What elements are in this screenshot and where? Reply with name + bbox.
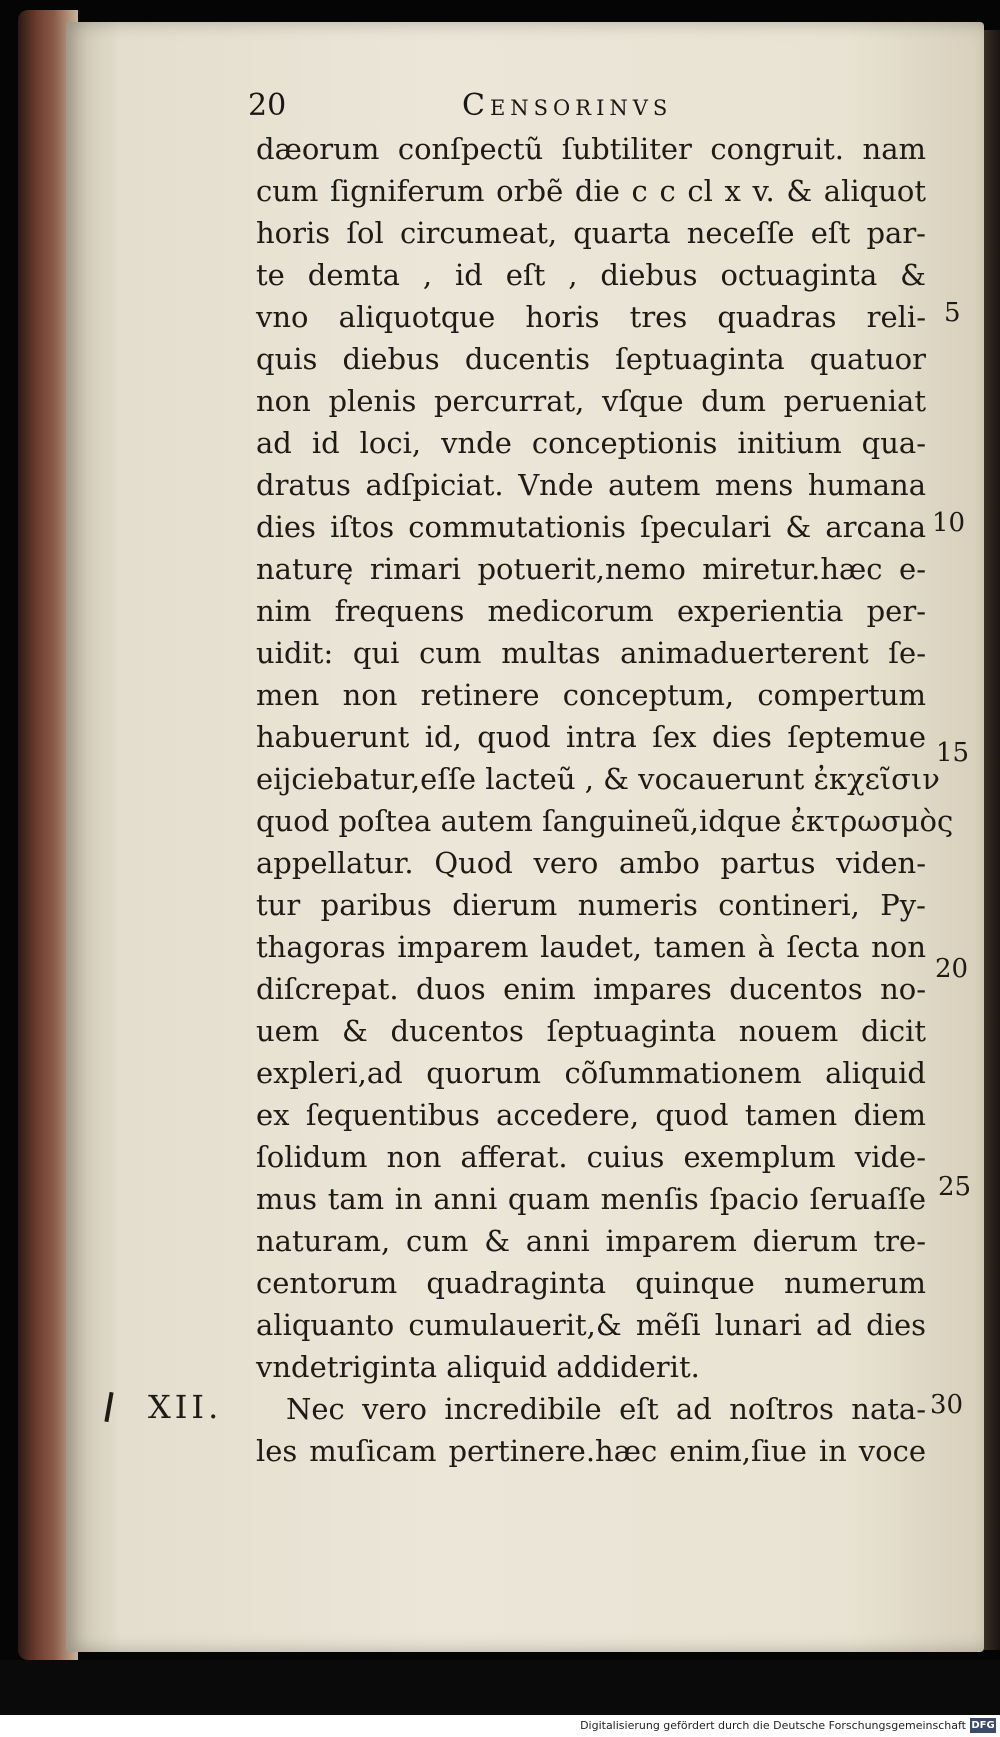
text-line: mus tam in anni quam menſis ſpacio ſeruaſſe	[256, 1182, 926, 1216]
dfg-logo: DFG	[971, 1720, 995, 1731]
chapter-number: XII.	[148, 1388, 223, 1426]
chapter-first-line: Nec vero incredibile eſt ad noſtros nata-	[286, 1392, 926, 1426]
text-line: expleri,ad quorum cõſummationem aliquid	[256, 1056, 926, 1090]
text-line: eijciebatur,eſſe lacteũ , & vocauerunt ἐκχεῖσιν	[256, 762, 940, 796]
text-line: cum ſigniferum orbẽ die c c cl x v. & aliquot	[256, 174, 926, 208]
text-line: thagoras imparem laudet, tamen à ſecta non	[256, 930, 926, 964]
text-line: dæorum conſpectũ ſubtiliter congruit. nam	[256, 132, 926, 166]
text-line: vno aliquotque horis tres quadras reli-	[256, 300, 926, 334]
text-line: dies iſtos commutationis ſpeculari & arcana	[256, 510, 926, 544]
text-line: men non retinere conceptum, compertum	[256, 678, 926, 712]
text-line: centorum quadraginta quinque numerum	[256, 1266, 926, 1300]
margin-line-number: 25	[938, 1172, 972, 1202]
text-line: ad id loci, vnde conceptionis initium qua-	[256, 426, 926, 460]
margin-line-number: 15	[936, 738, 970, 768]
text-line: dratus adſpiciat. Vnde autem mens humana	[256, 468, 926, 502]
text-line: habuerunt id, quod intra ſex dies ſeptemue	[256, 720, 926, 754]
text-line: ex ſequentibus accedere, quod tamen diem	[256, 1098, 926, 1132]
running-head: Censorinvs	[462, 88, 673, 123]
text-line: aliquanto cumulauerit,& mẽſi lunari ad dies	[256, 1308, 926, 1342]
footer-credit: Digitalisierung gefördert durch die Deutsche Forschungsgemeinschaft	[580, 1719, 966, 1732]
page-header	[248, 88, 728, 128]
text-line: quod poſtea autem ſanguineũ,idque ἐκτρωσμὸς	[256, 804, 954, 838]
text-line: vndetriginta aliquid addiderit.	[256, 1350, 700, 1384]
text-line: nim frequens medicorum experientia per-	[256, 594, 926, 628]
text-line: naturam, cum & anni imparem dierum tre-	[256, 1224, 926, 1258]
text-line: appellatur. Quod vero ambo partus viden-	[256, 846, 926, 880]
text-line: non plenis percurrat, vſque dum perueniat	[256, 384, 926, 418]
margin-line-number: 30	[930, 1390, 964, 1420]
digitization-footer	[0, 1715, 1000, 1737]
chapter-second-line: les muſicam pertinere.hæc enim,ſiue in voce	[256, 1434, 926, 1468]
margin-line-number: 10	[932, 508, 966, 538]
page-right-edge	[984, 30, 1000, 1650]
margin-line-number: 5	[944, 298, 961, 328]
text-line: quis diebus ducentis ſeptuaginta quatuor	[256, 342, 926, 376]
text-line: diſcrepat. duos enim impares ducentos no-	[256, 972, 926, 1006]
text-line: horis ſol circumeat, quarta neceſſe eſt par-	[256, 216, 926, 250]
text-line: tur paribus dierum numeris contineri, Py-	[256, 888, 926, 922]
text-line: te demta , id eſt , diebus octuaginta &	[256, 258, 926, 292]
text-line: naturę rimari potuerit,nemo miretur.hæc e-	[256, 552, 926, 586]
margin-line-number: 20	[935, 954, 969, 984]
scan-background	[0, 1660, 1000, 1715]
text-line: uem & ducentos ſeptuaginta nouem dicit	[256, 1014, 926, 1048]
text-line: ſolidum non afferat. cuius exemplum vide-	[256, 1140, 926, 1174]
text-line: uidit: qui cum multas animaduerterent ſe-	[256, 636, 926, 670]
page-number: 20	[248, 88, 287, 123]
